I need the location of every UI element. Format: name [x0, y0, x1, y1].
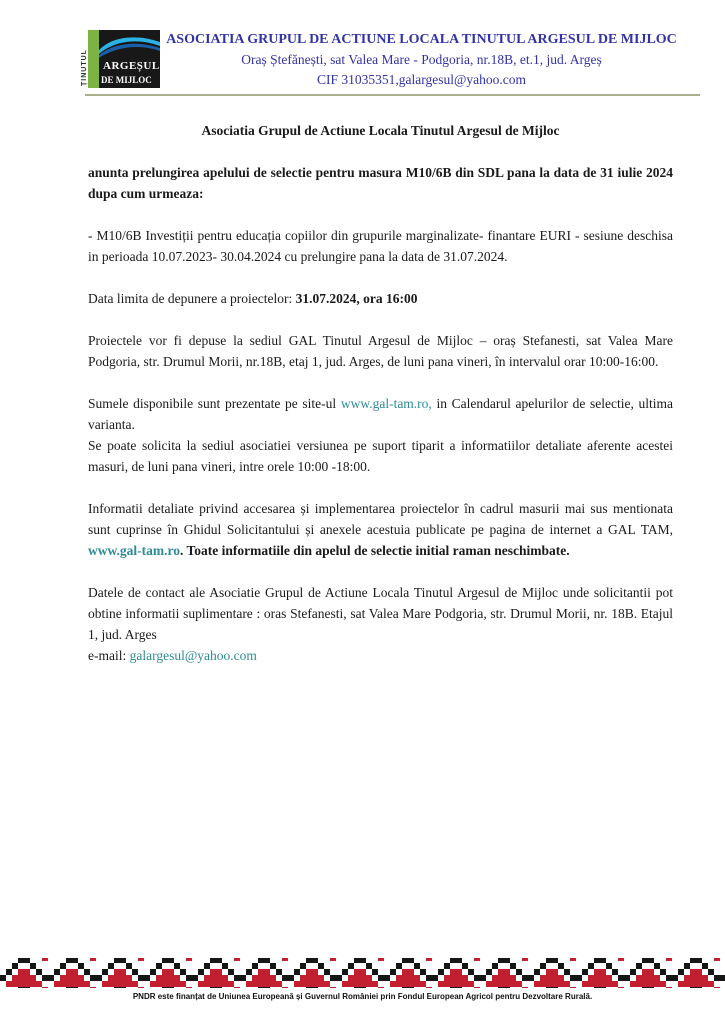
- info-text-bold: . Toate informatiile din apelul de selectie initial raman neschimbate.: [180, 543, 570, 558]
- email-label: e-mail:: [88, 648, 130, 663]
- org-name: ASOCIATIA GRUPUL DE ACTIUNE LOCALA TINUTUL ARGESUL DE MIJLOC: [166, 32, 677, 47]
- document-footer: [0, 957, 725, 1024]
- logo-swoosh-icon: [99, 34, 160, 58]
- sums-text-post: in Calendarul apelurilor de selectie, ultima varianta.: [88, 396, 673, 432]
- page-title: Asociatia Grupul de Actiune Locala Tinutul Argesul de Mijloc: [201, 123, 560, 138]
- email-link[interactable]: galargesul@yahoo.com: [129, 648, 257, 663]
- logo-text-argesul: ARGEȘUL: [103, 60, 160, 72]
- logo-text-de-mijloc: DE MIJLOC: [101, 75, 152, 85]
- logo-main-area: [99, 30, 160, 88]
- info-text-pre: Informatii detaliate privind accesarea și implementarea proiectelor în cadrul masurii mai sus mentionata sunt cuprinse în Ghidul Solicitantului și anexele acestuia publicate pe pagina de internet a GAL TAM,: [88, 501, 673, 537]
- logo-green-strip: [81, 30, 99, 88]
- paragraph-email: [88, 645, 673, 666]
- org-address: Oraș Ștefănești, sat Valea Mare - Podgoria, nr.18B, et.1, jud. Argeș: [241, 52, 602, 67]
- gal-logo: [81, 30, 160, 88]
- deadline-label: Data limita de depunere a proiectelor:: [88, 291, 296, 306]
- paragraph-sums: [88, 393, 673, 435]
- gal-tam-link[interactable]: www.gal-tam.ro,: [340, 396, 432, 411]
- deadline-value: 31.07.2024, ora 16:00: [295, 291, 418, 306]
- paragraph-deadline: [88, 288, 673, 309]
- document-header: [81, 30, 700, 96]
- header-text-block: [85, 30, 700, 90]
- paragraph-announcement: anunta prelungirea apelului de selectie pentru masura M10/6B din SDL pana la data de 31 iulie 2024 dupa cum urmeaza:: [88, 165, 673, 201]
- paragraph-print-version: Se poate solicita la sediul asociatiei versiunea pe suport tiparit a informatiilor detaliate aferente acestei masuri, de luni pana vineri, intre orele 10:00 -18:00.: [88, 438, 673, 474]
- paragraph-info: [88, 498, 673, 561]
- paragraph-measure: - M10/6B Investiții pentru educația copiilor din grupurile marginalizate- finantare EURI - sesiune deschisa in perioada 10.07.2023- 30.04.2024 cu prelungire pana la data de 31.07.2024.: [88, 228, 673, 264]
- org-cif-email: CIF 31035351,galargesul@yahoo.com: [316, 72, 527, 87]
- sums-text-pre: Sumele disponibile sunt prezentate pe site-ul: [88, 396, 341, 411]
- document-body: [88, 120, 673, 666]
- traditional-pattern-band: [0, 957, 725, 988]
- paragraph-contact: Datele de contact ale Asociatie Grupul de Actiune Locala Tinutul Argesul de Mijloc unde solicitantii pot obtine informatii suplimentare : oras Stefanesti, sat Valea Mare Podgoria, str. Drumul Morii, nr. 18B. Etajul 1, jud. Arges: [88, 585, 673, 642]
- gal-tam-link-bold[interactable]: www.gal-tam.ro: [88, 543, 180, 558]
- paragraph-location: Proiectele vor fi depuse la sediul GAL Tinutul Argesul de Mijloc – oraș Stefanesti, sat Valea Mare Podgoria, str. Drumul Morii, nr.18B, etaj 1, jud. Arges, de luni pana vineri, în intervalul orar 10:00-16:00.: [88, 333, 673, 369]
- logo-vertical-text: ȚINUTUL: [81, 49, 88, 86]
- footer-pndr-text: PNDR este finanțat de Uniunea Europeană și Guvernul României prin Fondul European Agricol pentru Dezvoltare Rurală.: [132, 992, 593, 1001]
